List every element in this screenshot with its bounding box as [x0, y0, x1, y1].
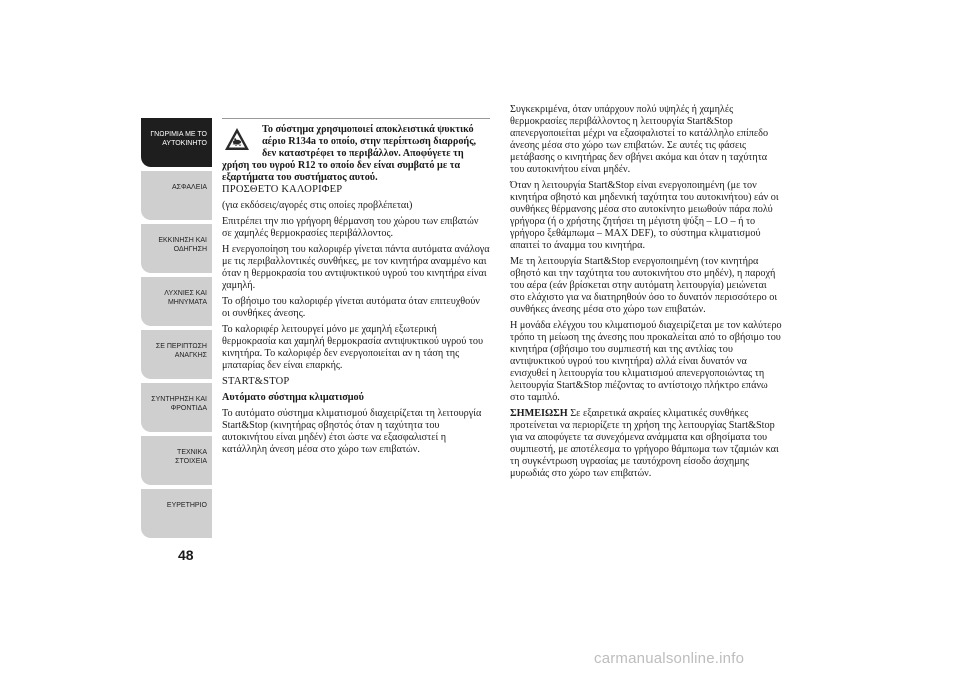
note-label: ΣΗΜΕΙΩΣΗ: [510, 408, 568, 419]
warning-box: [222, 118, 490, 184]
tab-getting-to-know-car[interactable]: ΓΝΩΡΙΜΙΑ ΜΕ ΤΟ ΑΥΤΟΚΙΝΗΤΟ: [141, 118, 212, 167]
paragraph: Το καλοριφέρ λειτουργεί μόνο με χαμηλή εξωτερική θερμοκρασία και χαμηλή θερμοκρασία αντιψυκτικού υγρού του κινητήρα. Το καλοριφέρ δεν ενεργοποιείται αν η τάση της μπαταρίας δεν είναι επαρκής.: [222, 324, 484, 371]
paragraph: Επιτρέπει την πιο γρήγορη θέρμανση του χώρου των επιβατών σε χαμηλές θερμοκρασίες περιβάλλοντος.: [222, 216, 479, 239]
paragraph: Το αυτόματο σύστημα κλιματισμού διαχειρίζεται τη λειτουργία Start&Stop (κινητήρας σβηστός όταν η ταχύτητα του αυτοκινήτου είναι μηδέν) έτσι ώστε να εξασφαλιστεί η κατάλληλη άνεση μέσα στο χώρο των επιβατών.: [222, 408, 482, 455]
paragraph: Το σβήσιμο του καλοριφέρ γίνεται αυτόματα όταν επιτευχθούν οι συνθήκες άνεσης.: [222, 296, 480, 319]
tab-starting-driving[interactable]: ΕΚΚΙΝΗΣΗ ΚΑΙ ΟΔΗΓΗΣΗ: [141, 224, 212, 273]
paragraph: Συγκεκριμένα, όταν υπάρχουν πολύ υψηλές ή χαμηλές θερμοκρασίες περιβάλλοντος η λειτουργία Start&Stop απενεργοποιείται μέχρι να εξασφαλιστεί το κατάλληλο επίπεδο άνεσης μέσα στο χώρο των επιβατών. Σε αυτές τις φάσεις μετάβασης ο κινητήρας δεν σβήνει ακόμα και όταν η ταχύτητα του αυτοκινήτου είναι μηδέν.: [510, 104, 769, 175]
sidebar-nav: [141, 118, 212, 542]
tab-maintenance[interactable]: ΣΥΝΤΗΡΗΣΗ ΚΑΙ ΦΡΟΝΤΙΔΑ: [141, 383, 212, 432]
tab-warning-lights[interactable]: ΛΥΧΝΙΕΣ ΚΑΙ ΜΗΝΥΜΑΤΑ: [141, 277, 212, 326]
warning-triangle-icon: [224, 127, 250, 151]
heater-heading: ΠΡΟΣΘΕΤΟ ΚΑΛΟΡΙΦΕΡ: [222, 184, 343, 195]
paragraph: Η ενεργοποίηση του καλοριφέρ γίνεται πάντα αυτόματα ανάλογα με τις περιβαλλοντικές συνθήκες, με τον κινητήρα αναμμένο και όταν η θερμοκρασία του αντιψυκτικού υγρού του κινητήρα είναι χαμηλή.: [222, 244, 490, 291]
tab-index[interactable]: ΕΥΡΕΤΗΡΙΟ: [141, 489, 212, 538]
startstop-heading: START&STOP: [222, 376, 290, 387]
warning-text: Το σύστημα χρησιμοποιεί αποκλειστικά ψυκτικό αέριο R134a το οποίο, στην περίπτωση διαρροής, δεν καταστρέφει το περιβάλλον. Αποφύγετε τη χρήση του υγρού R12 το οποίο δεν είναι συμβατό με τα εξαρτήματα του συστήματος αυτού.: [222, 124, 477, 183]
tab-technical-data[interactable]: ΤΕΧΝΙΚΑ ΣΤΟΙΧΕΙΑ: [141, 436, 212, 485]
note-text: Σε εξαιρετικά ακραίες κλιματικές συνθήκες προτείνεται να περιορίζετε τη χρήση της λειτουργίας Start&Stop για να αποφύγετε τα συνεχόμενα ανάμματα και σβησίματα του συμπιεστή, με αποτέλεσμα το γρήγορο θάμπωμα των τζαμιών και τη συγκέντρωση υγρασίας με ταυτόχρονη είσοδο άσχημης μυρωδιάς στο χώρο των επιβατών.: [510, 408, 779, 479]
right-column: [510, 104, 782, 484]
note-paragraph: [510, 408, 782, 480]
paragraph: Με τη λειτουργία Start&Stop ενεργοποιημένη (τον κινητήρα σβηστό και την ταχύτητα του αυτοκινήτου στο μηδέν), η παροχή του αέρα (εάν βρίσκεται στην αυτόματη λειτουργία) μειώνεται στο ελάχιστο για να διατηρηθούν όσο το δυνατόν περισσότερο οι συνθήκες άνεσης μέσα στο χώρο των επιβατών.: [510, 256, 778, 315]
paragraph: Όταν η λειτουργία Start&Stop είναι ενεργοποιημένη (με τον κινητήρα σβηστό και μηδενική ταχύτητα του αυτοκινήτου) εάν οι συνθήκες θέρμανσης μέσα στο αυτοκίνητο μειωθούν πάρα πολύ γρήγορα (ή ο χρήστης ζητήσει τη μέγιστη ψύξη – LO – ή το γρήγορο ξεθάμπωμα – MAX DEF), το σύστημα κλιματισμού απαιτεί το άναμμα του κινητήρα.: [510, 180, 779, 251]
startstop-subheading: Αυτόματο σύστημα κλιματισμού: [222, 392, 364, 403]
heater-note: (για εκδόσεις/αγορές στις οποίες προβλέπεται): [222, 200, 413, 211]
left-column: [222, 118, 490, 460]
tab-safety[interactable]: ΑΣΦΑΛΕΙΑ: [141, 171, 212, 220]
paragraph: Η μονάδα ελέγχου του κλιματισμού διαχειρίζεται με τον καλύτερο τρόπο τη μείωση της άνεσης που προκαλείται από το σβήσιμο του κινητήρα (σβήσιμο του συμπιεστή και της αντλίας του αντιψυκτικού υγρού του κινητήρα) αλλά είναι δυνατόν να ενισχυθεί η λειτουργία του κλιματισμού απενεργοποιώντας τη λειτουργία Start&Stop πιέζοντας το αντίστοιχο πλήκτρο επάνω στο ταμπλό.: [510, 320, 782, 403]
page-number: 48: [178, 547, 194, 563]
tab-emergency[interactable]: ΣΕ ΠΕΡΙΠΤΩΣΗ ΑΝΑΓΚΗΣ: [141, 330, 212, 379]
watermark: carmanualsonline.info: [594, 650, 745, 667]
